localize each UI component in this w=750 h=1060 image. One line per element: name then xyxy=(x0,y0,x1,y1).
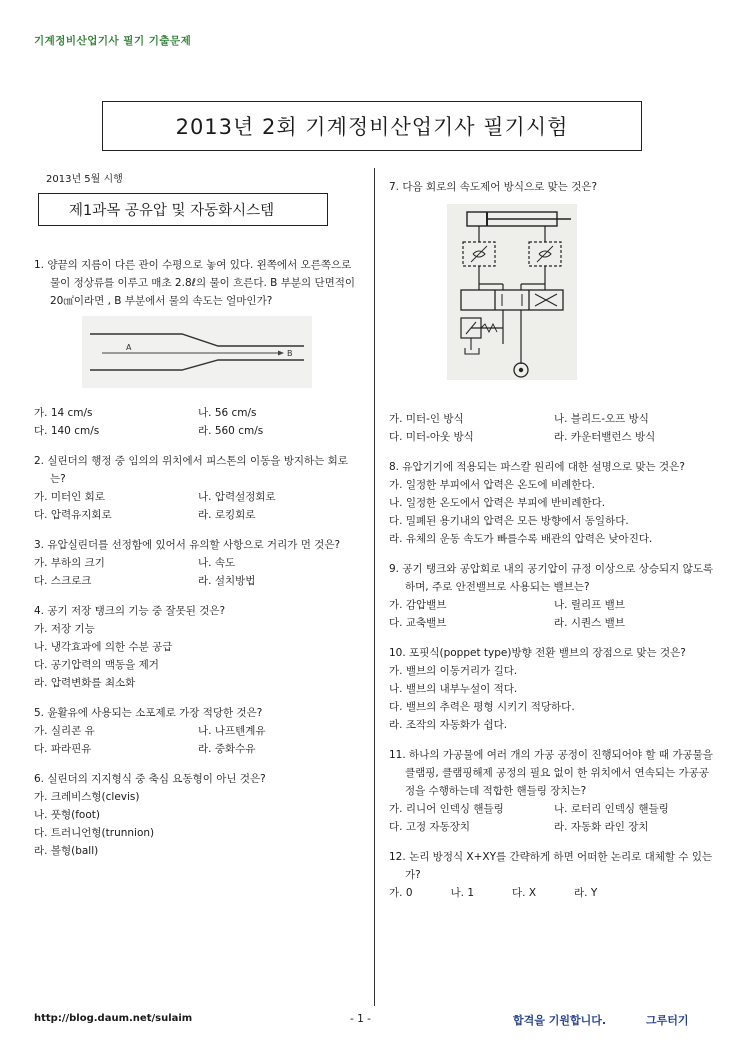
question-9 xyxy=(389,560,719,632)
option: 나. 로터리 인덱싱 핸들링 xyxy=(554,803,669,815)
question-5 xyxy=(34,704,362,758)
document-header-label: 기계정비산업기사 필기 기출문제 xyxy=(34,35,192,47)
option: 라. 조작의 자동화가 쉽다. xyxy=(389,719,508,731)
footer-blog-link[interactable]: http://blog.daum.net/sulaim xyxy=(34,1013,193,1024)
option: 나. 풋형(foot) xyxy=(34,809,100,821)
exam-date: 2013년 5월 시행 xyxy=(46,174,123,185)
option: 다. 압력유지회로 xyxy=(34,509,112,521)
option: 나. 냉각효과에 의한 수분 공급 xyxy=(34,641,173,653)
question-text: 4. 공기 저장 탱크의 기능 중 잘못된 것은? xyxy=(34,605,226,617)
pipe-figure xyxy=(82,316,362,394)
option: 다. 교축밸브 xyxy=(389,617,447,629)
subject-heading: 제1과목 공유압 및 자동화시스템 xyxy=(38,193,328,226)
question-8 xyxy=(389,458,719,548)
question-3 xyxy=(34,536,362,590)
option: 가. 밸브의 이동거리가 길다. xyxy=(389,665,518,677)
question-text: 1. 양끝의 지름이 다른 관이 수평으로 놓여 있다. 왼쪽에서 오른쪽으로 물이 정상류를 이루고 매초 2.8ℓ의 물이 흐른다. B 부분의 단면적이 20㎠이라면 , B 부분에서 물의 속도는 얼마인가? xyxy=(34,259,356,307)
option: 라. 560 cm/s xyxy=(198,425,264,437)
option: 나. 나프텐계유 xyxy=(198,725,266,737)
option: 다. 140 cm/s xyxy=(34,425,100,437)
option: 가. 미터인 회로 xyxy=(34,491,105,503)
option: 가. 크레비스형(clevis) xyxy=(34,791,140,803)
option: 나. 속도 xyxy=(198,557,236,569)
exam-title-box xyxy=(102,101,642,151)
question-text: 9. 공기 탱크와 공압회로 내의 공기압이 규정 이상으로 상승되지 않도록 하며, 주로 안전밸브로 사용되는 밸브는? xyxy=(389,563,714,593)
option: 나. 56 cm/s xyxy=(198,407,257,419)
option: 다. 미터-아웃 방식 xyxy=(389,431,474,443)
question-4 xyxy=(34,602,362,692)
question-6 xyxy=(34,770,362,860)
question-text: 11. 하나의 가공물에 여러 개의 가공 공정이 진행되어야 할 때 가공물을 클램핑, 클램핑해제 공정의 필요 없이 한 위치에서 연속되는 가공공정을 수행하는데 적합한 핸들링 장치는? xyxy=(389,749,713,797)
option: 가. 일정한 부피에서 압력은 온도에 비례한다. xyxy=(389,479,595,491)
question-text: 3. 유압실린더를 선정함에 있어서 유의할 사항으로 거리가 먼 것은? xyxy=(34,539,341,551)
footer-author: 그루터기 xyxy=(646,1014,689,1027)
option: 가. 부하의 크기 xyxy=(34,557,105,569)
question-2 xyxy=(34,452,362,524)
option: 라. 볼형(ball) xyxy=(34,845,99,857)
option: 가. 감압밸브 xyxy=(389,599,447,611)
option: 가. 리니어 인덱싱 핸들링 xyxy=(389,803,504,815)
option: 나. 일정한 온도에서 압력은 부피에 반비례한다. xyxy=(389,497,606,509)
option: 다. X xyxy=(512,887,537,899)
footer-message: 합격을 기원합니다. xyxy=(513,1014,607,1027)
question-11 xyxy=(389,746,719,836)
option: 라. 자동화 라인 장치 xyxy=(554,821,649,833)
column-divider xyxy=(374,168,375,1006)
option: 가. 실리콘 유 xyxy=(34,725,95,737)
option: 다. 스크로크 xyxy=(34,575,92,587)
hydraulic-circuit-diagram xyxy=(447,204,577,380)
pipe-label-a: A xyxy=(126,343,132,352)
option: 가. 0 xyxy=(389,887,413,899)
left-column xyxy=(34,170,362,872)
question-text: 2. 실린더의 행정 중 임의의 위치에서 피스톤의 이동을 방지하는 회로는? xyxy=(34,455,348,485)
pipe-diagram xyxy=(82,316,312,388)
option: 나. 블리드-오프 방식 xyxy=(554,413,649,425)
pipe-label-b: B xyxy=(287,349,293,358)
option: 나. 릴리프 밸브 xyxy=(554,599,625,611)
option: 다. 밸브의 추력은 평형 시키기 적당하다. xyxy=(389,701,575,713)
hydraulic-circuit-figure xyxy=(447,204,719,386)
page-number: - 1 - xyxy=(350,1013,371,1025)
option: 다. 밀폐된 용기내의 압력은 모든 방향에서 동일하다. xyxy=(389,515,629,527)
option: 다. 공기압력의 맥동을 제거 xyxy=(34,659,159,671)
option: 다. 트러니언형(trunnion) xyxy=(34,827,155,839)
option: 라. 중화수유 xyxy=(198,743,256,755)
question-12 xyxy=(389,848,719,902)
question-1 xyxy=(34,256,362,440)
option: 라. 압력변화를 최소화 xyxy=(34,677,136,689)
question-text: 12. 논리 방정식 X+XY를 간략하게 하면 어떠한 논리로 대체할 수 있는가? xyxy=(389,851,713,881)
option: 라. 설치방법 xyxy=(198,575,256,587)
question-7 xyxy=(389,178,719,446)
question-text: 6. 실린더의 지지형식 중 축심 요동형이 아닌 것은? xyxy=(34,773,266,785)
option: 나. 압력설정회로 xyxy=(198,491,276,503)
option: 라. 카운터밸런스 방식 xyxy=(554,431,656,443)
option: 라. Y xyxy=(574,887,598,899)
question-10 xyxy=(389,644,719,734)
option: 나. 밸브의 내부누설이 적다. xyxy=(389,683,518,695)
option: 다. 고정 자동장치 xyxy=(389,821,471,833)
question-text: 7. 다음 회로의 속도제어 방식으로 맞는 것은? xyxy=(389,181,598,193)
exam-title: 2013년 2회 기계정비산업기사 필기시험 xyxy=(175,115,569,139)
option: 라. 로킹회로 xyxy=(198,509,256,521)
question-text: 10. 포핏식(poppet type)방향 전환 밸브의 장점으로 맞는 것은? xyxy=(389,647,686,659)
option: 다. 파라핀유 xyxy=(34,743,92,755)
option: 가. 미터-인 방식 xyxy=(389,413,464,425)
option: 라. 시퀀스 밸브 xyxy=(554,617,625,629)
option: 가. 저장 기능 xyxy=(34,623,95,635)
right-column xyxy=(389,178,719,914)
option: 라. 유체의 운동 속도가 빠를수록 배관의 압력은 낮아진다. xyxy=(389,533,653,545)
option: 나. 1 xyxy=(450,887,474,899)
option: 가. 14 cm/s xyxy=(34,407,93,419)
question-text: 5. 윤활유에 사용되는 소포제로 가장 적당한 것은? xyxy=(34,707,263,719)
question-text: 8. 유압기기에 적용되는 파스칼 원리에 대한 설명으로 맞는 것은? xyxy=(389,461,685,473)
